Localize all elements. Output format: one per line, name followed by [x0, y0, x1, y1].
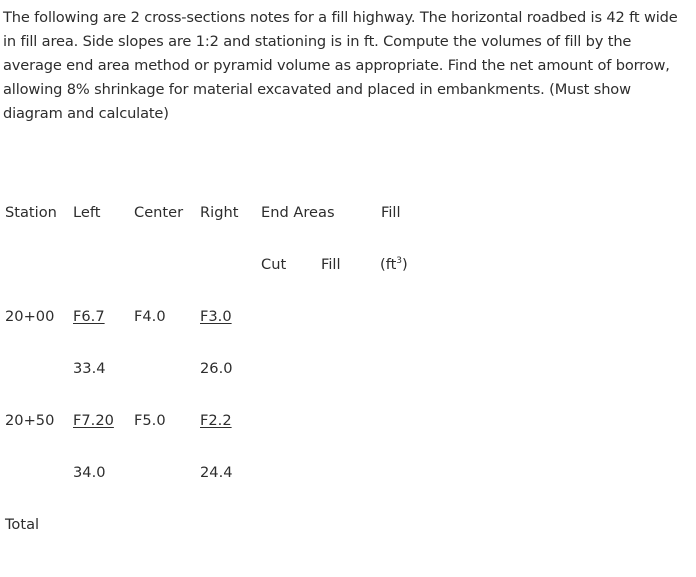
subheader-fill: Fill [321, 256, 341, 273]
right-fill-cell: F3.0 [200, 308, 232, 325]
total-label: Total [5, 516, 40, 533]
right-offset-cell: 26.0 [200, 360, 233, 377]
left-offset-cell: 33.4 [73, 360, 106, 377]
header-right: Right [200, 204, 239, 221]
subheader-cut: Cut [261, 256, 287, 273]
left-offset-cell: 34.0 [73, 464, 106, 481]
header-left: Left [73, 204, 101, 221]
problem-statement: The following are 2 cross-sections notes for a fill highway. The horizontal roadbed is 42 ft wide in fill area. Side slopes are 1:2 and stationing is in ft. Compute the volumes of fill by the average end area method or pyramid volume as appropriate. Find the net amount of borrow, allowing 8% shrinkage for material excavated and placed in embankments. (Must show diagram and calculate) [3, 9, 678, 122]
right-fill-cell: F2.2 [200, 412, 232, 429]
station-cell: 20+50 [5, 412, 55, 429]
right-offset-cell: 24.4 [200, 464, 233, 481]
header-fill-volume: Fill [381, 204, 401, 221]
center-fill-cell: F5.0 [134, 412, 166, 429]
header-station: Station [5, 204, 57, 221]
center-fill-cell: F4.0 [134, 308, 166, 325]
subheader-unit: $(ft^3)$ [380, 256, 408, 273]
left-fill-cell: F6.7 [73, 308, 105, 325]
header-center: Center [134, 204, 184, 221]
header-end-areas: End Areas [261, 204, 335, 221]
left-fill-cell: F7.20 [73, 412, 114, 429]
station-cell: 20+00 [5, 308, 55, 325]
